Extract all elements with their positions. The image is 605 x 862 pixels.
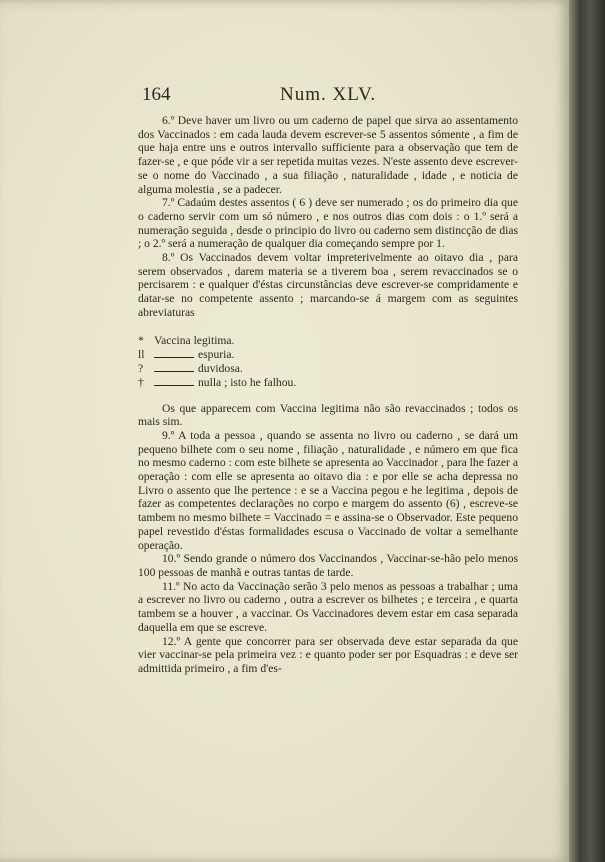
abbreviation-symbol: ? xyxy=(138,361,144,375)
abbreviation-row-legitima xyxy=(138,334,518,348)
book-edge xyxy=(569,0,605,862)
abbreviation-dash xyxy=(154,349,194,358)
abbreviation-dash xyxy=(154,377,194,386)
abbreviation-row-nulla xyxy=(138,376,518,390)
abbreviation-text: duvidosa. xyxy=(198,361,243,375)
abbreviation-symbol: † xyxy=(138,375,144,389)
abbreviation-symbol: * xyxy=(138,333,144,347)
paragraph-8: 8.º Os Vaccinados devem voltar impreterivelmente ao oitavo dia , para serem observados , darem materia se a tiverem boa , serem revaccinados se o percisarem : e qualquer d'éstas circunstâncias deve escrever-se compridamente e datar-se no competente assento ; marcando-se á margem com as seguintes abreviaturas xyxy=(138,251,518,319)
text-block xyxy=(138,84,518,676)
abbreviation-dash xyxy=(154,363,194,372)
page-number: 164 xyxy=(142,84,171,105)
paragraph-6: 6.º Deve haver um livro ou um caderno de papel que sirva ao assentamento dos Vaccinados : em cada lauda devem escrever-se 5 assentos sómente , a fim de que haja entre uns e outros intervallo sufficiente para a observação que tem de fazer-se , e que póde vir a ser repetida muitas vezes. N'este assento deve escrever-se o nome do Vaccinado , a sua filiação , naturalidade , idade , e noticia de alguma molestia , se a padecer. xyxy=(138,114,518,196)
paragraph-9: 9.º A toda a pessoa , quando se assenta no livro ou caderno , se dará um pequeno bilhete com o seu nome , filiação , naturalidade , e número em que fica no mesmo caderno : com este bilhete se apresenta ao Vaccinador , para lhe fazer a operação : com elle se apresenta ao oitavo dia : e por elle se acha depressa no Livro o assento que lhe pertence : e se a Vaccina pegou e he legitima , depois de fazer as competentes declarações no corpo e margem do assento (6) , escreve-se tambem no mesmo bilhete = Vaccinado = e assina-se o Observador. Este pequeno papel revestido d'éstas formalidades escusa o Vaccinado de voltar a semelhante operação. xyxy=(138,428,518,552)
running-title: Num. XLV. xyxy=(280,84,377,105)
abbreviation-row-espuria xyxy=(138,348,518,362)
page-header xyxy=(138,84,518,114)
abbreviation-text: nulla ; isto he falhou. xyxy=(198,375,297,389)
paragraph-11: 11.º No acto da Vaccinação serão 3 pelo menos as pessoas a trabalhar ; uma a escrever no livro ou caderno , outra a escrever os bilhetes ; e terceira , e quarta tambem se a houver , a vaccinar. Os Vaccinadores devem estar em casa separada daquella em que se escreve. xyxy=(138,579,518,634)
abbreviation-text: Vaccina legitima. xyxy=(154,333,235,347)
paragraph-12: 12.º A gente que concorrer para ser observada deve estar separada da que vier vaccinar-se pela primeira vez : e quanto poder ser por Esquadras : e deve ser admittida primeiro , a fim d'es- xyxy=(138,634,518,675)
abbreviation-symbol: ll xyxy=(138,347,145,361)
paragraph-7: 7.º Cadaúm destes assentos ( 6 ) deve ser numerado ; os do primeiro dia que o caderno servir com um só número , e nos outros dias com dois : o 1.º será a numeração seguida , desde o principio do livro ou caderno sem distincção de dias ; o 2.º será a numeração de qualquer dia começando sempre por 1. xyxy=(138,196,518,251)
abbreviation-list xyxy=(138,334,518,390)
body-text xyxy=(138,114,518,676)
paragraph-revaccination-note: Os que apparecem com Vaccina legitima não são revaccinados ; todos os mais sim. xyxy=(138,401,518,429)
abbreviation-row-duvidosa xyxy=(138,362,518,376)
abbreviation-text: espuria. xyxy=(198,347,235,361)
paragraph-10: 10.º Sendo grande o número dos Vaccinandos , Vaccinar-se-hão pelo menos 100 pessoas de manhã e outras tantas de tarde. xyxy=(138,552,518,579)
